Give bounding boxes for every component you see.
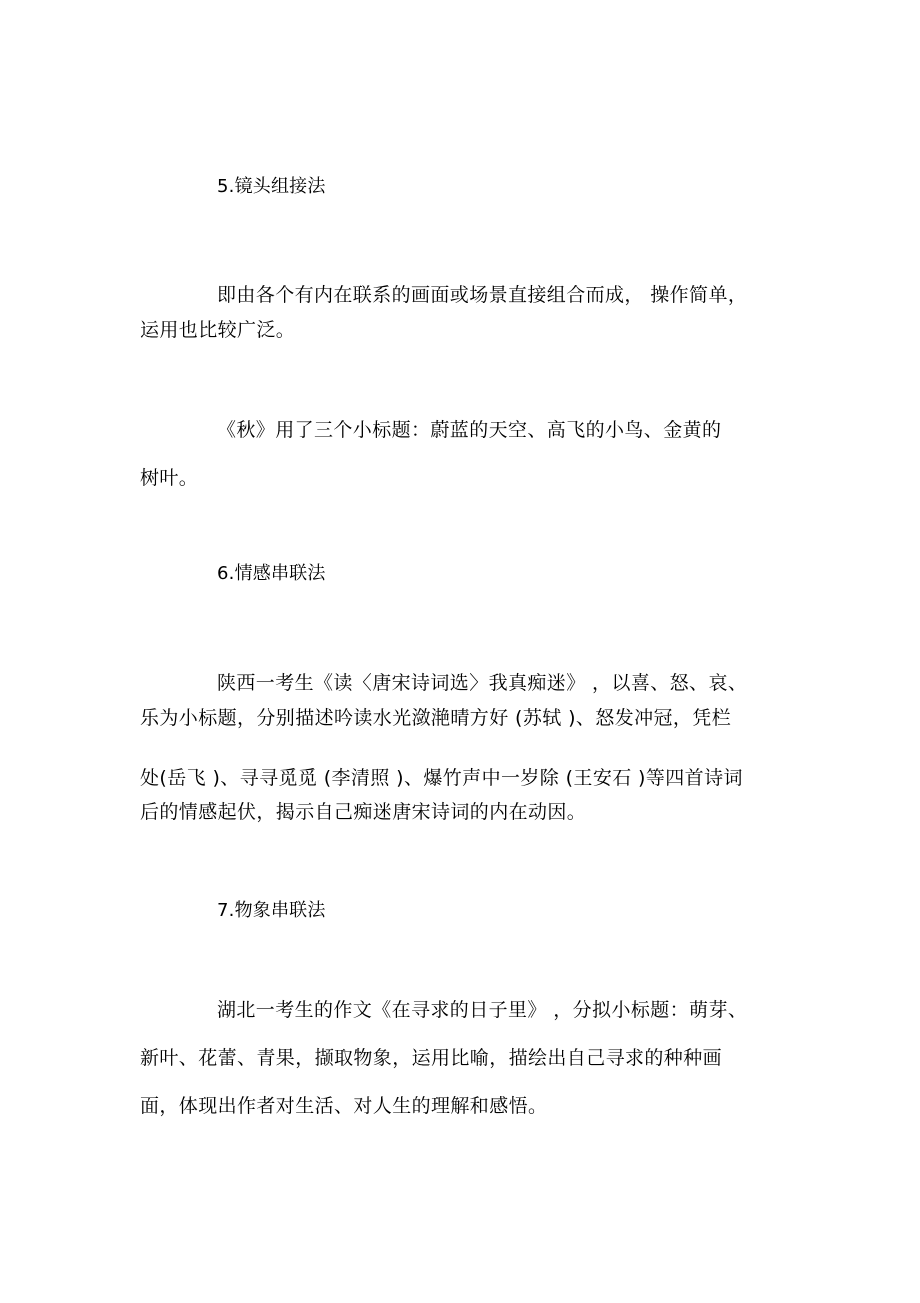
paragraph-line: 新叶、花蕾、青果，撷取物象，运用比喻，描绘出自己寻求的种种画 bbox=[140, 1047, 723, 1069]
section-heading-7: 7.物象串联法 bbox=[217, 900, 326, 921]
paragraph-line: 树叶。 bbox=[140, 467, 199, 489]
paragraph-line: 即由各个有内在联系的画面或场景直接组合而成， 操作简单， bbox=[217, 284, 748, 306]
section-heading-6: 6.情感串联法 bbox=[217, 563, 326, 584]
paragraph-line: 面，体现出作者对生活、对人生的理解和感悟。 bbox=[140, 1095, 548, 1117]
paragraph-line: 湖北一考生的作文《在寻求的日子里》 ，分拟小标题：萌芽、 bbox=[217, 999, 748, 1021]
paragraph-line: 后的情感起伏，揭示自己痴迷唐宋诗词的内在动因。 bbox=[140, 801, 587, 823]
paragraph-line: 运用也比较广泛。 bbox=[140, 319, 296, 341]
paragraph-line: 乐为小标题，分别描述吟读水光潋滟晴方好 (苏轼 )、怒发冲冠，凭栏 bbox=[140, 707, 732, 729]
paragraph-line: 《秋》用了三个小标题：蔚蓝的天空、高飞的小鸟、金黄的 bbox=[217, 419, 722, 441]
paragraph-line: 处(岳飞 )、寻寻觅觅 (李清照 )、爆竹声中一岁除 (王安石 )等四首诗词 bbox=[140, 767, 743, 789]
section-heading-5: 5.镜头组接法 bbox=[217, 176, 326, 197]
paragraph-line: 陕西一考生《读〈唐宋诗词选〉我真痴迷》 ，以喜、怒、哀、 bbox=[217, 672, 748, 694]
